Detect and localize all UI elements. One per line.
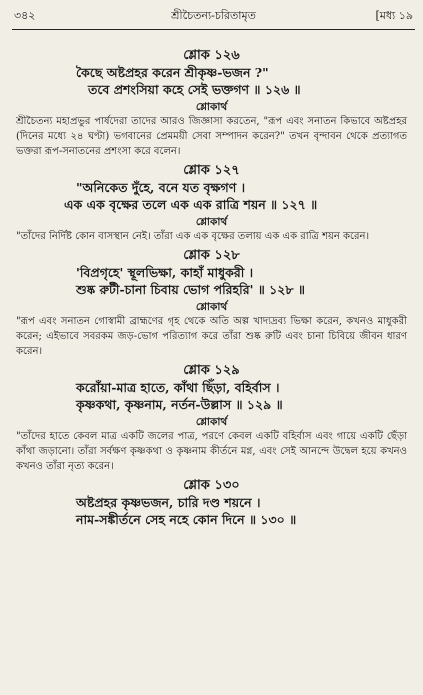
chapter-label: [মধ্য ১৯ bbox=[375, 9, 413, 22]
header-rule bbox=[12, 29, 415, 30]
translation-text: "তাঁদের হাতে কেবল মাত্র একটি জলের পাত্র, পরণে কেবল একটি বহির্বাস এবং গায়ে একটি ছেঁড়া কাঁথা জড়ানো। তাঁরা সর্বক্ষণ কৃষ্ণকথা ও কৃষ্ণনাম কীর্তনে মগ্ন, এবং সেই আনন্দে উদ্বেল হয়ে কখনও কখনও তাঁরা নৃত্য করেন। bbox=[16, 431, 407, 472]
verse-heading: শ্লোক ১২৮ bbox=[183, 248, 240, 263]
header-title: শ্রীচৈতন্য-চরিতামৃত bbox=[171, 9, 256, 22]
verse-line: নাম-সঙ্কীর্তনে সেহ নহে কোন দিনে ॥ ১৩০ ॥ bbox=[76, 512, 297, 527]
page-number: ৩৪২ bbox=[14, 9, 36, 22]
verse-line: কৃষ্ণকথা, কৃষ্ণনাম, নর্তন-উল্লাস ॥ ১২৯ ॥ bbox=[76, 397, 283, 412]
translation-heading: শ্লোকার্থ bbox=[195, 101, 228, 113]
verse-line: করোঁয়া-মাত্র হাতে, কাঁথা ছিঁড়া, বহির্বাস । bbox=[76, 380, 280, 395]
translation-heading: শ্লোকার্থ bbox=[195, 216, 228, 228]
translation-heading: শ্লোকার্থ bbox=[195, 301, 228, 313]
verse-line: এক এক বৃক্ষের তলে এক এক রাত্রি শয়ন ॥ ১২৭ ॥ bbox=[64, 197, 318, 212]
verse-line: শুষ্ক রুটী-চানা চিবায় ভোগ পরিহরি' ॥ ১২৮ ॥ bbox=[76, 282, 305, 297]
verse-heading: শ্লোক ১২৯ bbox=[183, 363, 240, 378]
translation-heading: শ্লোকার্থ bbox=[195, 416, 228, 428]
verse-line: "অনিকেত দুঁহে, বনে যত বৃক্ষগণ । bbox=[76, 180, 246, 195]
verse-block-126 bbox=[16, 48, 407, 159]
verse-line: 'বিপ্রগৃহে' স্থূলভিক্ষা, কাহাঁ মাধুকরী । bbox=[76, 265, 254, 280]
verse-line: কৈছে অষ্টপ্রহর করেন শ্রীকৃষ্ণ-ভজন ?" bbox=[76, 65, 269, 80]
verse-heading: শ্লোক ১২৭ bbox=[183, 163, 240, 178]
running-header bbox=[14, 6, 413, 26]
verse-block-129 bbox=[16, 363, 407, 474]
verse-line: অষ্টপ্রহর কৃষ্ণভজন, চারি দণ্ড শয়নে । bbox=[76, 495, 261, 510]
verse-heading: শ্লোক ১৩০ bbox=[183, 478, 240, 493]
translation-text: "তাঁদের নির্দিষ্ট কোন বাসস্থান নেই। তাঁরা এক এক বৃক্ষের তলায় এক এক রাত্রি শয়ন করেন। bbox=[16, 231, 370, 242]
verse-heading: শ্লোক ১২৬ bbox=[183, 48, 240, 63]
verse-block-127 bbox=[16, 163, 407, 244]
verse-line: তবে প্রশংসিয়া কহে সেই ভক্তগণ ॥ ১২৬ ॥ bbox=[88, 82, 301, 97]
page-content bbox=[16, 44, 407, 529]
verse-block-130 bbox=[16, 478, 407, 528]
verse-block-128 bbox=[16, 248, 407, 359]
translation-text: "রূপ এবং সনাতন গোস্বামী ব্রাহ্মণের গৃহ থেকে অতি অল্প খাদ্যদ্রব্য ভিক্ষা করেন, কখনও মাধুকরী করেন; এইভাবে সবরকম জড়-ভোগ পরিত্যাগ করে তাঁরা শুষ্ক রুটি এবং চানা চিবিয়ে জীবন ধারণ করেন। bbox=[16, 316, 407, 357]
translation-text: শ্রীচৈতন্য মহাপ্রভুর পার্ষদেরা তাদের আরও জিজ্ঞাসা করতেন, "রূপ এবং সনাতন কিভাবে অষ্টপ্রহর (দিনের মধ্যে ২৪ ঘণ্টা) ভগবানের প্রেমময়ী সেবা সম্পাদন করেন?" তখন বৃন্দাবন থেকে প্রত্যাগত ভক্তরা রূপ-সনাতনের প্রশংসা করে বলেন। bbox=[16, 116, 407, 157]
